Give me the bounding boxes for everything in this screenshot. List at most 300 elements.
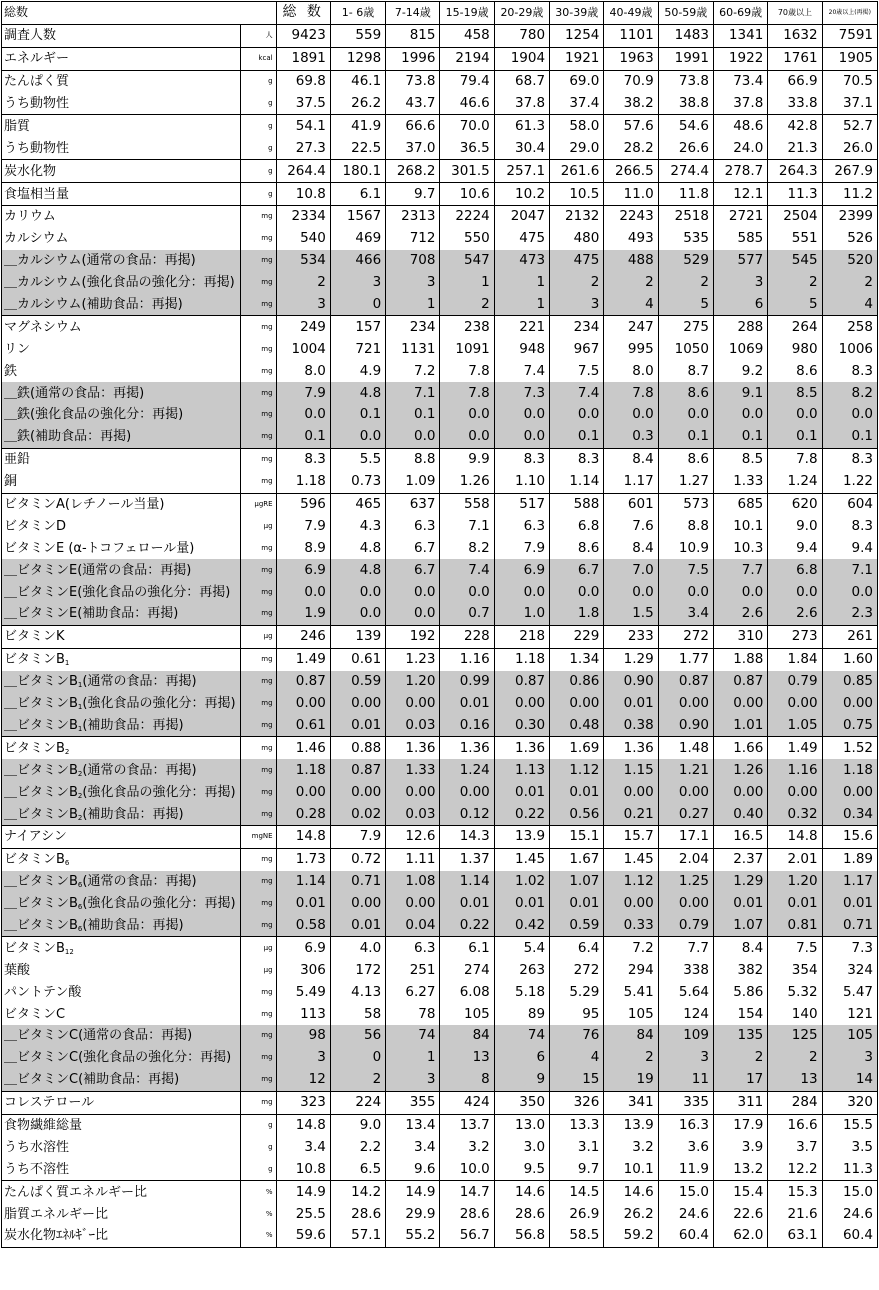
row-label-subscript: 2 <box>77 813 83 822</box>
value-cell: 56.8 <box>494 1225 549 1247</box>
row-label <box>2 493 241 515</box>
value-cell: 84 <box>440 1025 494 1047</box>
value-cell: 11.0 <box>604 183 658 206</box>
value-cell: 10.0 <box>440 1158 494 1180</box>
value-cell: 1.36 <box>440 737 494 759</box>
value-cell: 588 <box>550 493 604 515</box>
table-row <box>2 250 878 272</box>
value-cell: 475 <box>550 250 604 272</box>
value-cell: 0.0 <box>822 404 877 426</box>
value-cell: 8.7 <box>658 360 713 382</box>
value-cell: 234 <box>550 316 604 338</box>
value-cell: 37.0 <box>386 137 440 159</box>
value-cell: 517 <box>494 493 549 515</box>
value-cell: 57.6 <box>604 115 658 137</box>
header-col-age: 60-69歳 <box>713 2 767 25</box>
value-cell: 7.4 <box>494 360 549 382</box>
value-cell: 54.6 <box>658 115 713 137</box>
value-cell: 7.9 <box>494 537 549 559</box>
row-label <box>2 1069 241 1091</box>
value-cell: 6.1 <box>440 937 494 959</box>
value-cell: 10.6 <box>440 183 494 206</box>
value-cell: 1.05 <box>768 715 822 737</box>
value-cell: 13.7 <box>440 1114 494 1136</box>
row-unit: mg <box>241 848 276 870</box>
value-cell: 4.0 <box>330 937 385 959</box>
row-label <box>2 137 241 159</box>
value-cell: 73.8 <box>658 70 713 92</box>
row-unit: mg <box>241 693 276 715</box>
value-cell: 15.0 <box>822 1181 877 1203</box>
value-cell: 1.18 <box>822 759 877 781</box>
header-col-age: 70歳以上 <box>768 2 822 25</box>
value-cell: 8.8 <box>386 448 440 470</box>
value-cell: 19 <box>604 1069 658 1091</box>
value-cell: 6.3 <box>494 515 549 537</box>
value-cell: 7.2 <box>604 937 658 959</box>
header-col-age: 20歳以上(再掲) <box>822 2 877 25</box>
value-cell: 13.9 <box>604 1114 658 1136</box>
value-cell: 0.0 <box>330 426 385 448</box>
value-cell: 0.34 <box>822 803 877 825</box>
value-cell: 0.99 <box>440 671 494 693</box>
row-label <box>2 47 241 70</box>
value-cell: 21.6 <box>768 1203 822 1225</box>
value-cell: 2.6 <box>768 603 822 625</box>
row-label-text: たんぱく質エネルギー比 <box>4 1184 148 1200</box>
value-cell: 4.8 <box>330 382 385 404</box>
value-cell: 558 <box>440 493 494 515</box>
value-cell: 8 <box>440 1069 494 1091</box>
value-cell: 3.6 <box>658 1136 713 1158</box>
row-unit: μgRE <box>241 493 276 515</box>
value-cell: 0.3 <box>604 426 658 448</box>
value-cell: 2.04 <box>658 848 713 870</box>
value-cell: 0.00 <box>768 781 822 803</box>
value-cell: 288 <box>713 316 767 338</box>
row-unit: mg <box>241 1003 276 1025</box>
value-cell: 52.7 <box>822 115 877 137</box>
nutrient-intake-table <box>1 1 878 1248</box>
row-label-text: たんぱく質 <box>4 74 70 90</box>
value-cell: 480 <box>550 228 604 250</box>
value-cell: 7.8 <box>440 382 494 404</box>
value-cell: 2 <box>768 1047 822 1069</box>
value-cell: 0.79 <box>658 915 713 937</box>
value-cell: 62.0 <box>713 1225 767 1247</box>
row-unit: mg <box>241 360 276 382</box>
row-label <box>2 825 241 848</box>
value-cell: 0.88 <box>330 737 385 759</box>
value-cell: 1.10 <box>494 471 549 493</box>
value-cell: 74 <box>386 1025 440 1047</box>
value-cell: 3.2 <box>440 1136 494 1158</box>
value-cell: 24.6 <box>658 1203 713 1225</box>
value-cell: 224 <box>330 1091 385 1114</box>
value-cell: 0.01 <box>822 893 877 915</box>
value-cell: 6.7 <box>386 537 440 559</box>
value-cell: 0.87 <box>276 671 330 693</box>
value-cell: 620 <box>768 493 822 515</box>
row-unit: 人 <box>241 24 276 47</box>
value-cell: 1 <box>494 272 549 294</box>
value-cell: 1963 <box>604 47 658 70</box>
row-unit: mg <box>241 404 276 426</box>
value-cell: 58.5 <box>550 1225 604 1247</box>
table-row <box>2 559 878 581</box>
value-cell: 2224 <box>440 206 494 228</box>
value-cell: 1.84 <box>768 648 822 670</box>
value-cell: 46.6 <box>440 93 494 115</box>
value-cell: 74 <box>494 1025 549 1047</box>
value-cell: 0.0 <box>386 603 440 625</box>
row-label-text: ビタミンA(レチノール当量) <box>4 497 165 513</box>
value-cell: 10.8 <box>276 1158 330 1180</box>
row-label-text: コレステロール <box>4 1095 95 1111</box>
table-row <box>2 781 878 803</box>
value-cell: 56 <box>330 1025 385 1047</box>
value-cell: 2.01 <box>768 848 822 870</box>
row-label-suffix: (強化食品の強化分：再掲) <box>82 696 236 712</box>
value-cell: 1904 <box>494 47 549 70</box>
row-label-suffix: (補助食品：再掲) <box>82 717 184 733</box>
table-row <box>2 1003 878 1025</box>
value-cell: 70.9 <box>604 70 658 92</box>
value-cell: 1004 <box>276 338 330 360</box>
value-cell: 1.27 <box>658 471 713 493</box>
value-cell: 0.0 <box>386 426 440 448</box>
row-unit: g <box>241 1114 276 1136</box>
value-cell: 2 <box>713 1047 767 1069</box>
value-cell: 1.25 <box>658 871 713 893</box>
value-cell: 15.7 <box>604 825 658 848</box>
value-cell: 69.0 <box>550 70 604 92</box>
row-label-text: ＿ビタミンB <box>4 717 78 733</box>
row-label <box>2 625 241 648</box>
value-cell: 228 <box>440 625 494 648</box>
table-row <box>2 871 878 893</box>
value-cell: 1.29 <box>713 871 767 893</box>
value-cell: 6.08 <box>440 981 494 1003</box>
row-label-text: 調査人数 <box>4 28 57 44</box>
value-cell: 637 <box>386 493 440 515</box>
value-cell: 1254 <box>550 24 604 47</box>
value-cell: 8.3 <box>822 515 877 537</box>
row-label-text: ＿カルシウム(通常の食品：再掲) <box>4 253 196 269</box>
row-unit: mg <box>241 228 276 250</box>
value-cell: 1.8 <box>550 603 604 625</box>
value-cell: 601 <box>604 493 658 515</box>
row-unit: μg <box>241 515 276 537</box>
value-cell: 2.6 <box>713 603 767 625</box>
value-cell: 7.1 <box>440 515 494 537</box>
value-cell: 1 <box>386 294 440 316</box>
value-cell: 221 <box>494 316 549 338</box>
value-cell: 1.36 <box>494 737 549 759</box>
value-cell: 9.4 <box>822 537 877 559</box>
value-cell: 1.17 <box>604 471 658 493</box>
value-cell: 0.16 <box>440 715 494 737</box>
value-cell: 60.4 <box>658 1225 713 1247</box>
value-cell: 0.01 <box>604 693 658 715</box>
value-cell: 1.17 <box>822 871 877 893</box>
value-cell: 1.33 <box>713 471 767 493</box>
row-label <box>2 803 241 825</box>
row-label-text: うち動物性 <box>4 96 70 111</box>
value-cell: 7.3 <box>822 937 877 959</box>
row-label-text: ＿ビタミンB <box>4 674 78 690</box>
value-cell: 38.8 <box>658 93 713 115</box>
value-cell: 1.52 <box>822 737 877 759</box>
value-cell: 95 <box>550 1003 604 1025</box>
row-label <box>2 93 241 115</box>
value-cell: 154 <box>713 1003 767 1025</box>
value-cell: 36.5 <box>440 137 494 159</box>
value-cell: 1.22 <box>822 471 877 493</box>
row-label-subscript: 1 <box>77 703 83 712</box>
value-cell: 60.4 <box>822 1225 877 1247</box>
row-label-suffix: (通常の食品：再掲) <box>82 874 197 890</box>
row-unit: mg <box>241 471 276 493</box>
table-row <box>2 1225 878 1247</box>
value-cell: 967 <box>550 338 604 360</box>
value-cell: 1.12 <box>550 759 604 781</box>
value-cell: 17.1 <box>658 825 713 848</box>
row-label-text: うち不溶性 <box>4 1161 70 1177</box>
value-cell: 0.30 <box>494 715 549 737</box>
value-cell: 105 <box>604 1003 658 1025</box>
table-row <box>2 228 878 250</box>
value-cell: 7.8 <box>440 360 494 382</box>
row-label-text: ＿カルシウム(強化食品の強化分：再掲) <box>4 275 235 291</box>
value-cell: 526 <box>822 228 877 250</box>
value-cell: 0.0 <box>713 581 767 603</box>
row-label <box>2 1136 241 1158</box>
row-unit: mg <box>241 338 276 360</box>
row-unit: mg <box>241 426 276 448</box>
row-label-text: ＿ビタミンB <box>4 874 78 890</box>
row-label <box>2 671 241 693</box>
row-unit: mg <box>241 1069 276 1091</box>
value-cell: 14.8 <box>276 1114 330 1136</box>
row-label-text: ＿ビタミンE(強化食品の強化分：再掲) <box>4 584 231 600</box>
value-cell: 37.4 <box>550 93 604 115</box>
value-cell: 43.7 <box>386 93 440 115</box>
value-cell: 0.28 <box>276 803 330 825</box>
value-cell: 13 <box>440 1047 494 1069</box>
header-row <box>2 2 878 25</box>
value-cell: 14.8 <box>768 825 822 848</box>
row-unit: kcal <box>241 47 276 70</box>
value-cell: 0.01 <box>494 781 549 803</box>
value-cell: 125 <box>768 1025 822 1047</box>
value-cell: 0.01 <box>330 715 385 737</box>
value-cell: 9.6 <box>386 1158 440 1180</box>
value-cell: 7591 <box>822 24 877 47</box>
row-unit: mg <box>241 603 276 625</box>
row-unit: mg <box>241 272 276 294</box>
table-row <box>2 183 878 206</box>
table-row <box>2 404 878 426</box>
value-cell: 1761 <box>768 47 822 70</box>
row-label-text: ナイアシン <box>4 829 67 845</box>
row-unit: mg <box>241 648 276 670</box>
row-label <box>2 848 241 870</box>
row-label-text: カリウム <box>4 209 56 225</box>
value-cell: 7.1 <box>822 559 877 581</box>
value-cell: 9 <box>494 1069 549 1091</box>
value-cell: 1131 <box>386 338 440 360</box>
value-cell: 42.8 <box>768 115 822 137</box>
value-cell: 1922 <box>713 47 767 70</box>
value-cell: 6.5 <box>330 1158 385 1180</box>
value-cell: 324 <box>822 959 877 981</box>
value-cell: 28.6 <box>494 1203 549 1225</box>
row-label-text: マグネシウム <box>4 319 82 335</box>
value-cell: 233 <box>604 625 658 648</box>
value-cell: 1.9 <box>276 603 330 625</box>
value-cell: 1.37 <box>440 848 494 870</box>
value-cell: 354 <box>768 959 822 981</box>
row-label-text: エネルギー <box>4 51 70 67</box>
table-row <box>2 272 878 294</box>
table-row <box>2 537 878 559</box>
value-cell: 1006 <box>822 338 877 360</box>
value-cell: 5 <box>768 294 822 316</box>
value-cell: 341 <box>604 1091 658 1114</box>
row-label-suffix: (強化食品の強化分：再掲) <box>82 896 236 912</box>
value-cell: 28.6 <box>330 1203 385 1225</box>
value-cell: 2 <box>550 272 604 294</box>
value-cell: 11.9 <box>658 1158 713 1180</box>
row-label <box>2 1181 241 1203</box>
value-cell: 0.00 <box>386 693 440 715</box>
value-cell: 1.18 <box>276 759 330 781</box>
value-cell: 350 <box>494 1091 549 1114</box>
value-cell: 17.9 <box>713 1114 767 1136</box>
value-cell: 6.27 <box>386 981 440 1003</box>
value-cell: 473 <box>494 250 549 272</box>
row-unit: mg <box>241 448 276 470</box>
value-cell: 3 <box>713 272 767 294</box>
value-cell: 3 <box>386 1069 440 1091</box>
table-row <box>2 915 878 937</box>
value-cell: 0.0 <box>658 581 713 603</box>
value-cell: 76 <box>550 1025 604 1047</box>
value-cell: 7.7 <box>658 937 713 959</box>
value-cell: 0.0 <box>330 581 385 603</box>
value-cell: 8.3 <box>494 448 549 470</box>
value-cell: 0.01 <box>276 893 330 915</box>
value-cell: 278.7 <box>713 160 767 183</box>
value-cell: 70.5 <box>822 70 877 92</box>
value-cell: 17 <box>713 1069 767 1091</box>
value-cell: 8.8 <box>658 515 713 537</box>
value-cell: 458 <box>440 24 494 47</box>
value-cell: 1.45 <box>494 848 549 870</box>
value-cell: 24.6 <box>822 1203 877 1225</box>
value-cell: 54.1 <box>276 115 330 137</box>
value-cell: 12.2 <box>768 1158 822 1180</box>
value-cell: 1.46 <box>276 737 330 759</box>
value-cell: 0.00 <box>658 781 713 803</box>
value-cell: 1.01 <box>713 715 767 737</box>
row-label <box>2 1158 241 1180</box>
row-label <box>2 404 241 426</box>
value-cell: 0.00 <box>822 781 877 803</box>
value-cell: 0.38 <box>604 715 658 737</box>
value-cell: 0.56 <box>550 803 604 825</box>
table-row <box>2 360 878 382</box>
value-cell: 382 <box>713 959 767 981</box>
value-cell: 2334 <box>276 206 330 228</box>
value-cell: 540 <box>276 228 330 250</box>
value-cell: 0.27 <box>658 803 713 825</box>
value-cell: 58 <box>330 1003 385 1025</box>
table-row <box>2 24 878 47</box>
row-unit: % <box>241 1203 276 1225</box>
value-cell: 9423 <box>276 24 330 47</box>
value-cell: 1905 <box>822 47 877 70</box>
value-cell: 4.13 <box>330 981 385 1003</box>
row-label <box>2 871 241 893</box>
row-label <box>2 316 241 338</box>
value-cell: 37.8 <box>494 93 549 115</box>
value-cell: 14.3 <box>440 825 494 848</box>
value-cell: 22.5 <box>330 137 385 159</box>
value-cell: 0.02 <box>330 803 385 825</box>
value-cell: 0.01 <box>550 893 604 915</box>
row-label-text: ＿ビタミンB <box>4 896 78 912</box>
value-cell: 0.42 <box>494 915 549 937</box>
value-cell: 1.45 <box>604 848 658 870</box>
value-cell: 4 <box>550 1047 604 1069</box>
row-label <box>2 915 241 937</box>
value-cell: 1.5 <box>604 603 658 625</box>
value-cell: 1.77 <box>658 648 713 670</box>
value-cell: 1.48 <box>658 737 713 759</box>
value-cell: 0.12 <box>440 803 494 825</box>
value-cell: 585 <box>713 228 767 250</box>
header-col-age: 50-59歳 <box>658 2 713 25</box>
value-cell: 8.6 <box>550 537 604 559</box>
value-cell: 2.3 <box>822 603 877 625</box>
value-cell: 73.8 <box>386 70 440 92</box>
row-unit: mg <box>241 759 276 781</box>
table-row <box>2 115 878 137</box>
value-cell: 1.36 <box>604 737 658 759</box>
value-cell: 4.8 <box>330 559 385 581</box>
row-unit: μg <box>241 625 276 648</box>
value-cell: 10.5 <box>550 183 604 206</box>
value-cell: 37.1 <box>822 93 877 115</box>
value-cell: 0.01 <box>330 915 385 937</box>
value-cell: 1.11 <box>386 848 440 870</box>
value-cell: 2.2 <box>330 1136 385 1158</box>
value-cell: 14.8 <box>276 825 330 848</box>
row-label-text: 炭水化物ｴﾈﾙｷﾞｰ比 <box>4 1228 109 1244</box>
value-cell: 1.26 <box>440 471 494 493</box>
value-cell: 1.34 <box>550 648 604 670</box>
value-cell: 5.29 <box>550 981 604 1003</box>
value-cell: 13.9 <box>494 825 549 848</box>
value-cell: 113 <box>276 1003 330 1025</box>
value-cell: 5.4 <box>494 937 549 959</box>
value-cell: 1091 <box>440 338 494 360</box>
value-cell: 4.8 <box>330 537 385 559</box>
table-row <box>2 338 878 360</box>
row-label-text: うち動物性 <box>4 140 70 156</box>
